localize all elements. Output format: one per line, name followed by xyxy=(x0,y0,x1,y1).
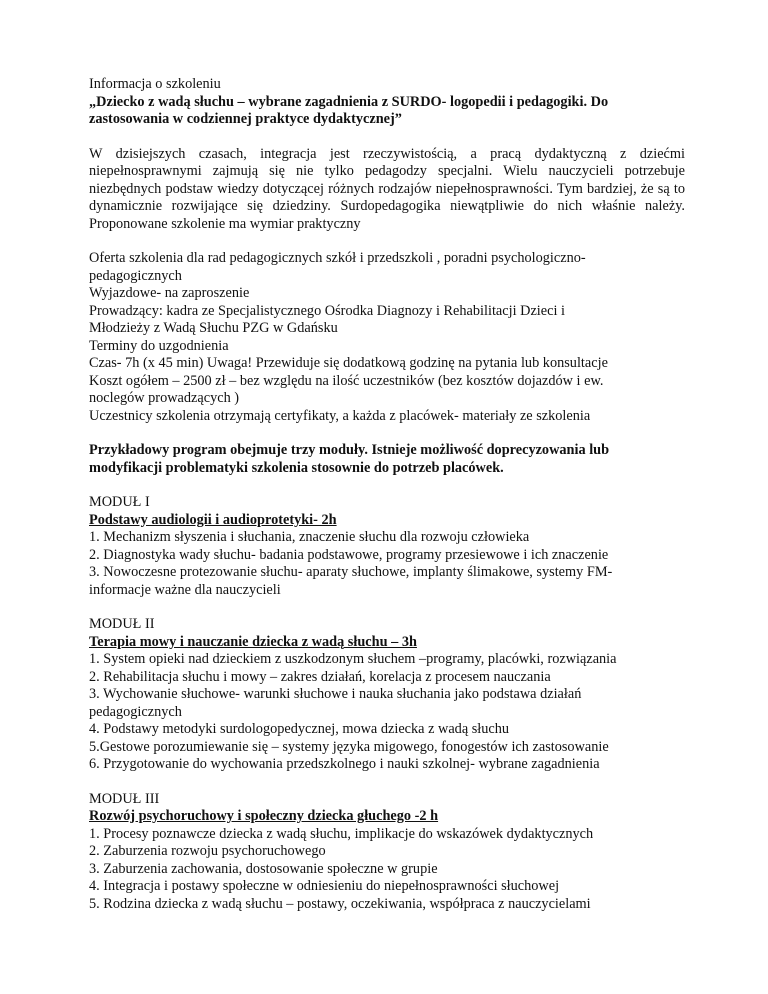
module-2 xyxy=(89,616,685,774)
offer-line: Uczestnicy szkolenia otrzymają certyfikaty, a każda z placówek- materiały ze szkolenia xyxy=(89,407,591,424)
offer-line: Prowadzący: kadra ze Specjalistycznego Ośrodka Diagnozy i Rehabilitacji Dzieci i xyxy=(89,302,565,319)
module-item: 3. Wychowanie słuchowe- warunki słuchowe i nauka słuchania jako podstawa działań xyxy=(89,686,582,702)
module-heading: MODUŁ II xyxy=(89,616,155,632)
offer-line: pedagogicznych xyxy=(89,267,182,284)
offer-line: Koszt ogółem – 2500 zł – bez względu na ilość uczestników (bez kosztów dojazdów i ew. xyxy=(89,372,604,389)
module-item: 3. Nowoczesne protezowanie słuchu- aparaty słuchowe, implanty ślimakowe, systemy FM- xyxy=(89,564,613,580)
program-note-line: modyfikacji problematyki szkolenia stosownie do potrzeb placówek. xyxy=(89,459,504,476)
module-item: 1. Mechanizm słyszenia i słuchania, znaczenie słuchu dla rozwoju człowieka xyxy=(89,529,530,545)
title-line-2: zastosowania w codziennej praktyce dydaktycznej” xyxy=(89,111,402,127)
module-item: 3. Zaburzenia zachowania, dostosowanie społeczne w grupie xyxy=(89,860,438,877)
document-page xyxy=(89,76,685,913)
module-item: 1. Procesy poznawcze dziecka z wadą słuchu, implikacje do wskazówek dydaktycznych xyxy=(89,825,594,842)
module-item: 5.Gestowe porozumiewanie się – systemy języka migowego, fonogestów ich zastosowanie xyxy=(89,738,609,755)
module-subtitle: Rozwój psychoruchowy i społeczny dziecka głuchego -2 h xyxy=(89,808,439,824)
module-3 xyxy=(89,791,685,914)
offer-line: Młodzieży z Wadą Słuchu PZG w Gdańsku xyxy=(89,320,338,336)
offer-line: Oferta szkolenia dla rad pedagogicznych szkół i przedszkoli , poradni psychologiczno- xyxy=(89,250,586,266)
offer-section xyxy=(89,250,685,425)
module-heading: MODUŁ I xyxy=(89,494,150,510)
module-item: pedagogicznych xyxy=(89,703,182,720)
info-label: Informacja o szkoleniu xyxy=(89,76,221,92)
module-item: 4. Podstawy metodyki surdologopedycznej, mowa dziecka z wadą słuchu xyxy=(89,721,510,737)
module-subtitle: Terapia mowy i nauczanie dziecka z wadą słuchu – 3h xyxy=(89,633,417,650)
module-item: 2. Zaburzenia rozwoju psychoruchowego xyxy=(89,843,326,859)
module-item: 2. Rehabilitacja słuchu i mowy – zakres działań, korelacja z procesem nauczania xyxy=(89,668,551,685)
program-note-line: Przykładowy program obejmuje trzy moduły. Istnieje możliwość doprecyzowania lub xyxy=(89,442,610,458)
module-item: 6. Przygotowanie do wychowania przedszkolnego i nauki szkolnej- wybrane zagadnienia xyxy=(89,756,600,772)
module-subtitle: Podstawy audiologii i audioprotetyki- 2h xyxy=(89,511,337,528)
module-item: informacje ważne dla nauczycieli xyxy=(89,581,281,598)
intro-paragraph: W dzisiejszych czasach, integracja jest rzeczywistością, a pracą dydaktyczną z dziećmi niepełnosprawnymi zajmują się nie tylko pedagodzy specjalni. Wielu nauczycieli potrzebuje niezbędnych podstaw wiedzy dotyczącej różnych rodzajów niepełnosprawności. Tym bardziej, że są to dynamicznie rozwijające się dziedziny. Surdopedagogika niewątpliwie do nich właśnie należy. Proponowane szkolenie ma wymiar praktyczny xyxy=(89,145,685,232)
module-heading: MODUŁ III xyxy=(89,790,160,807)
module-item: 5. Rodzina dziecka z wadą słuchu – postawy, oczekiwania, współpraca z nauczycielami xyxy=(89,895,591,912)
title-line-1: „Dziecko z wadą słuchu – wybrane zagadnienia z SURDO- logopedii i pedagogiki. Do xyxy=(89,93,609,110)
module-item: 1. System opieki nad dzieckiem z uszkodzonym słuchem –programy, placówki, rozwiązania xyxy=(89,651,617,667)
offer-line: Wyjazdowe- na zaproszenie xyxy=(89,285,250,301)
offer-line: Terminy do uzgodnienia xyxy=(89,337,229,354)
program-note xyxy=(89,442,685,477)
module-item: 2. Diagnostyka wady słuchu- badania podstawowe, programy przesiewowe i ich znaczenie xyxy=(89,546,609,563)
module-item: 4. Integracja i postawy społeczne w odniesieniu do niepełnosprawności słuchowej xyxy=(89,878,560,894)
offer-line: Czas- 7h (x 45 min) Uwaga! Przewiduje się dodatkową godzinę na pytania lub konsultacje xyxy=(89,355,608,371)
offer-line: noclegów prowadzących ) xyxy=(89,390,240,406)
module-1 xyxy=(89,494,685,599)
